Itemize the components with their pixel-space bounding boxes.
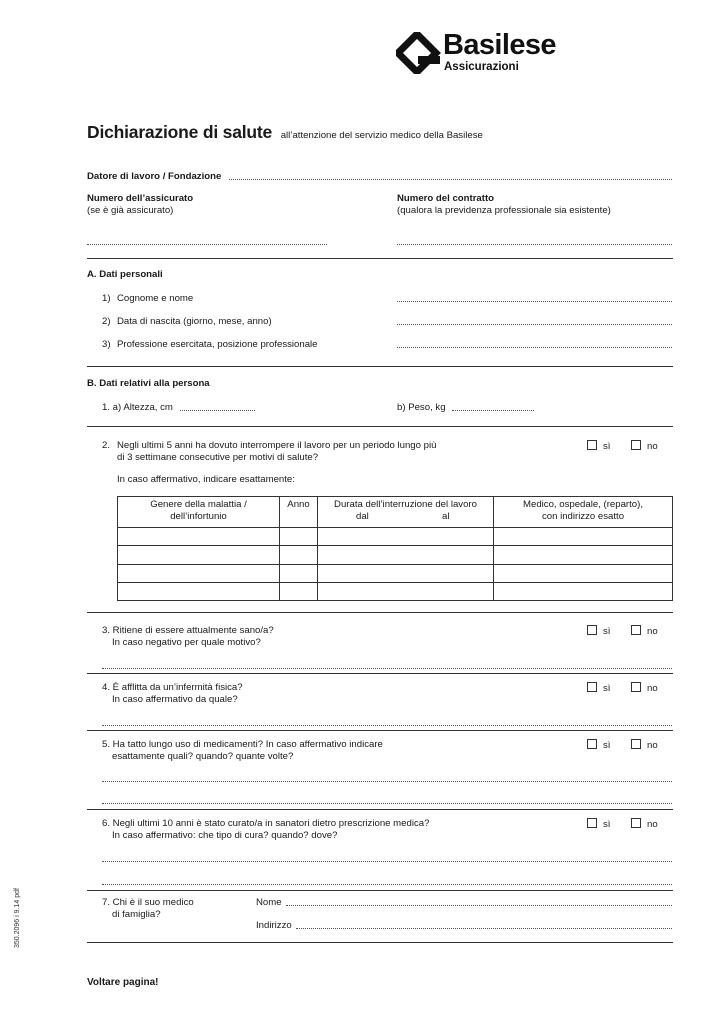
q6-yes-checkbox[interactable] [587, 818, 610, 830]
table-cell[interactable] [118, 564, 280, 582]
profession-field[interactable] [397, 347, 672, 348]
section-a-title: A. Dati personali [87, 269, 163, 280]
q5-no-checkbox[interactable] [631, 739, 658, 751]
yes-label: sì [603, 740, 611, 751]
yes-label: sì [603, 683, 611, 694]
q5-text-line1: 5. Ha tatto lungo uso di medicamenti? In caso affermativo indicare [102, 739, 383, 750]
q5-text-line2: esattamente quali? quando? quante volte? [112, 751, 294, 762]
item-number: 3) [102, 339, 111, 350]
divider [87, 258, 673, 259]
surname-name-field[interactable] [397, 301, 672, 302]
logo-name: Basilese [443, 29, 556, 61]
table-row [118, 546, 673, 564]
no-label: no [647, 626, 658, 637]
surname-name-label: Cognome e nome [117, 293, 194, 304]
q5-answer-field[interactable] [102, 803, 672, 804]
table-cell[interactable] [318, 546, 494, 564]
question-number: 2. [102, 440, 111, 451]
q7-text-line2: di famiglia? [112, 909, 161, 920]
table-row [118, 528, 673, 546]
checkbox-icon [631, 682, 641, 692]
q3-text-line1: 3. Ritiene di essere attualmente sano/a? [102, 625, 274, 636]
divider [87, 809, 673, 810]
table-cell[interactable] [280, 582, 318, 600]
table-cell[interactable] [494, 546, 673, 564]
illness-table [117, 496, 673, 601]
col-from: dal [356, 511, 369, 522]
col-doctor-hospital: Medico, ospedale, (reparto), con indirizzo esatto [494, 497, 673, 528]
divider [87, 890, 673, 891]
table-cell[interactable] [318, 528, 494, 546]
checkbox-icon [631, 739, 641, 749]
q3-text-line2: In caso negativo per quale motivo? [112, 637, 261, 648]
contract-number-label: Numero del contratto [397, 193, 495, 204]
insured-number-label: Numero dell’assicurato [87, 193, 194, 204]
q6-text-line1: 6. Negli ultimi 10 anni è stato curato/a in sanatori dietro prescrizione medica? [102, 818, 430, 829]
item-number: 2) [102, 316, 111, 327]
q4-answer-field[interactable] [102, 725, 672, 726]
table-cell[interactable] [318, 564, 494, 582]
divider [87, 673, 673, 674]
q4-yes-checkbox[interactable] [587, 682, 610, 694]
logo-subtitle: Assicurazioni [444, 61, 519, 73]
doctor-name-label: Nome [256, 897, 282, 908]
divider [87, 942, 673, 943]
checkbox-icon [587, 739, 597, 749]
q6-answer-field[interactable] [102, 861, 672, 862]
document-code: 350.2096 i 9.14 pdf [14, 888, 21, 948]
table-cell[interactable] [118, 528, 280, 546]
table-cell[interactable] [280, 528, 318, 546]
page-subtitle: all’attenzione del servizio medico della Basilese [280, 130, 483, 141]
q5-yes-checkbox[interactable] [587, 739, 610, 751]
q2-text-line1: Negli ultimi 5 anni ha dovuto interrompere il lavoro per un periodo lungo più [117, 440, 437, 451]
doctor-name-field[interactable] [286, 905, 672, 906]
checkbox-icon [631, 625, 641, 635]
q4-no-checkbox[interactable] [631, 682, 658, 694]
diamond-logo-icon [396, 32, 442, 74]
weight-label: b) Peso, kg [397, 402, 446, 413]
doctor-address-field[interactable] [296, 928, 672, 929]
no-label: no [647, 819, 658, 830]
no-label: no [647, 683, 658, 694]
contract-number-note: (qualora la previdenza professionale sia esistente) [397, 205, 611, 216]
yes-label: sì [603, 819, 611, 830]
checkbox-icon [587, 818, 597, 828]
q3-yes-checkbox[interactable] [587, 625, 610, 637]
table-cell[interactable] [494, 528, 673, 546]
q3-no-checkbox[interactable] [631, 625, 658, 637]
table-row [118, 582, 673, 600]
col-to: al [442, 511, 450, 522]
q2-instruction: In caso affermativo, indicare esattamente: [117, 474, 295, 485]
checkbox-icon [631, 440, 641, 450]
weight-field[interactable] [452, 410, 534, 411]
q5-answer-field[interactable] [102, 781, 672, 782]
no-label: no [647, 441, 658, 452]
item-number: 1) [102, 293, 111, 304]
height-label: 1. a) Altezza, cm [102, 402, 173, 413]
checkbox-icon [587, 682, 597, 692]
page-title: Dichiarazione di salute [87, 122, 273, 142]
insured-number-note: (se è già assicurato) [87, 205, 174, 216]
insured-number-field[interactable] [87, 244, 327, 245]
divider [87, 426, 673, 427]
yes-label: sì [603, 626, 611, 637]
q4-text-line1: 4. È afflitta da un’infermità fisica? [102, 682, 243, 693]
table-cell[interactable] [494, 582, 673, 600]
q2-text-line2: di 3 settimane consecutive per motivi di salute? [117, 452, 319, 463]
q6-answer-field[interactable] [102, 884, 672, 885]
q7-text-line1: 7. Chi è il suo medico [102, 897, 194, 908]
employer-field[interactable] [229, 179, 672, 180]
table-cell[interactable] [280, 546, 318, 564]
table-cell[interactable] [118, 582, 280, 600]
table-row [118, 564, 673, 582]
section-b-title: B. Dati relativi alla persona [87, 378, 210, 389]
col-interruption-duration: Durata dell’interruzione del lavoro dal al [318, 497, 494, 528]
divider [87, 366, 673, 367]
col-year: Anno [280, 497, 318, 528]
checkbox-icon [631, 818, 641, 828]
q3-answer-field[interactable] [102, 668, 672, 669]
doctor-address-label: Indirizzo [256, 920, 292, 931]
q2-no-checkbox[interactable] [631, 440, 658, 452]
yes-label: sì [603, 441, 611, 452]
divider [87, 612, 673, 613]
table-cell[interactable] [318, 582, 494, 600]
q2-yes-checkbox[interactable] [587, 440, 610, 452]
q4-text-line2: In caso affermativo da quale? [112, 694, 238, 705]
employer-label: Datore di lavoro / Fondazione [87, 171, 222, 182]
no-label: no [647, 740, 658, 751]
table-cell[interactable] [494, 564, 673, 582]
birth-date-label: Data di nascita (giorno, mese, anno) [117, 316, 272, 327]
checkbox-icon [587, 440, 597, 450]
table-cell[interactable] [280, 564, 318, 582]
col-illness-type: Genere della malattia / dell’infortunio [118, 497, 280, 528]
q6-text-line2: In caso affermativo: che tipo di cura? quando? dove? [112, 830, 338, 841]
birth-date-field[interactable] [397, 324, 672, 325]
table-cell[interactable] [118, 546, 280, 564]
checkbox-icon [587, 625, 597, 635]
height-field[interactable] [180, 410, 255, 411]
q6-no-checkbox[interactable] [631, 818, 658, 830]
turn-page-note: Voltare pagina! [87, 977, 159, 988]
profession-label: Professione esercitata, posizione professionale [117, 339, 318, 350]
contract-number-field[interactable] [397, 244, 672, 245]
divider [87, 730, 673, 731]
